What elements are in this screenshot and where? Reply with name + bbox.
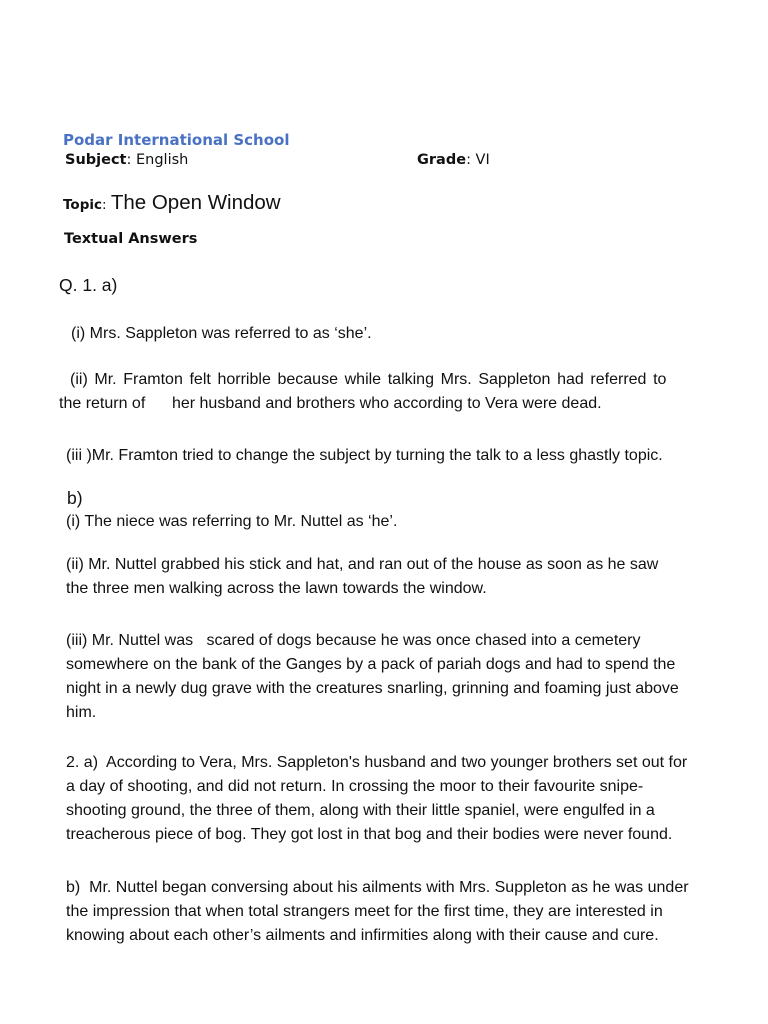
answer-line: (i) Mrs. Sappleton was referred to as ‘she’.: [71, 325, 372, 342]
answer-line: (i) The niece was referring to Mr. Nuttel as ‘he’.: [66, 513, 398, 530]
answer-2a: [66, 751, 687, 847]
answer-1a-iii: [66, 444, 663, 468]
topic-colon: :: [101, 197, 111, 213]
question-1-heading: Q. 1. a): [59, 275, 118, 295]
answer-line: a day of shooting, and did not return. In crossing the moor to their favourite snipe-: [66, 778, 644, 795]
answer-1b-i: [66, 510, 397, 534]
question-1b-heading: b): [67, 488, 83, 508]
answer-line: shooting ground, the three of them, along with their little spaniel, were engulfed in a: [66, 802, 655, 819]
answer-line: the three men walking across the lawn towards the window.: [66, 580, 487, 597]
answer-line: the impression that when total strangers meet for the first time, they are interested in: [66, 903, 663, 920]
answer-2b: [66, 876, 689, 948]
answer-line: (ii) Mr. Nuttel grabbed his stick and hat, and ran out of the house as soon as he saw: [66, 556, 659, 573]
grade-value: : VI: [466, 152, 490, 168]
school-name: Podar International School: [63, 131, 290, 149]
answer-line: 2. a) According to Vera, Mrs. Sappleton's husband and two younger brothers set out for: [66, 754, 688, 771]
answer-line: b) Mr. Nuttel began conversing about his ailments with Mrs. Suppleton as he was under: [66, 879, 689, 896]
answer-1a-i: [71, 322, 372, 346]
grade-label: Grade: [417, 152, 467, 168]
topic-label: Topic: [63, 197, 102, 213]
answer-line: the return of her husband and brothers who according to Vera were dead.: [59, 395, 602, 412]
answer-line: knowing about each other’s ailments and infirmities along with their cause and cure.: [66, 927, 659, 944]
answer-line: him.: [66, 704, 97, 721]
answer-1b-ii: [66, 553, 658, 601]
answer-line: somewhere on the bank of the Ganges by a pack of pariah dogs and had to spend the: [66, 656, 676, 673]
answer-line: (iii) Mr. Nuttel was scared of dogs because he was once chased into a cemetery: [66, 632, 641, 649]
grade-line: [417, 152, 490, 168]
subject-label: Subject: [65, 152, 127, 168]
topic-title: The Open Window: [110, 191, 281, 214]
answer-line: treacherous piece of bog. They got lost in that bog and their bodies were never found.: [66, 826, 673, 843]
answer-line: night in a newly dug grave with the creatures snarling, grinning and foaming just above: [66, 680, 679, 697]
section-title: Textual Answers: [64, 231, 198, 247]
subject-value: : English: [126, 152, 189, 168]
answer-line: (ii) Mr. Framton felt horrible because while talking Mrs. Sappleton had referred to: [70, 371, 667, 388]
topic-line: [63, 191, 281, 215]
answer-1b-iii: [66, 629, 679, 725]
subject-line: [65, 152, 188, 168]
answer-1a-ii: [59, 368, 704, 416]
answer-line: (iii )Mr. Framton tried to change the subject by turning the talk to a less ghastly topic.: [66, 447, 663, 464]
